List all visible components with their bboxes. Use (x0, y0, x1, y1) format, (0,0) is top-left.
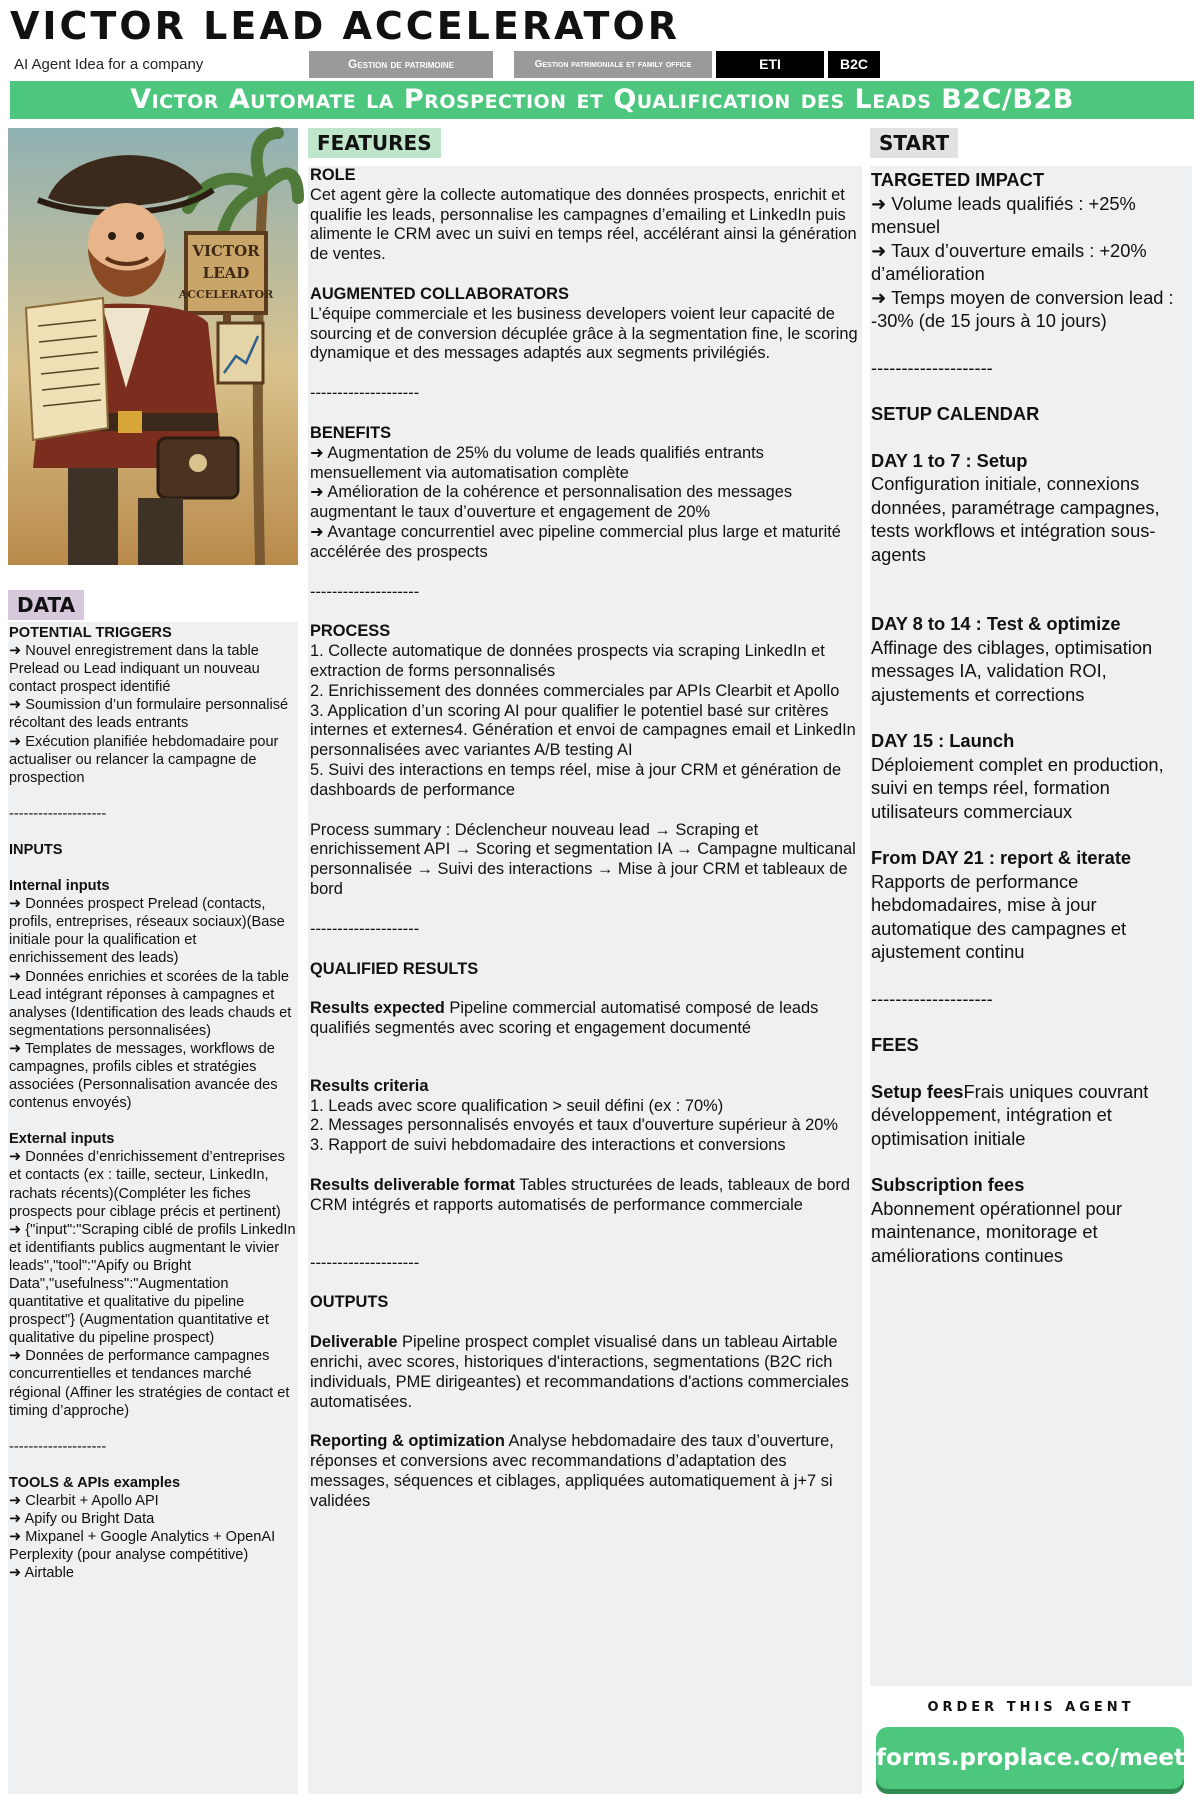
process-text: 1. Collecte automatique de données prospects via scraping LinkedIn et extraction de forms personnalisés 2. Enrichissement des données commerciales par APIs Clearbit et Apollo 3. Application d’un scoring AI pour qualifier le potentiel basé sur critères internes et externes4. Génération et envoi de campagnes email et LinkedIn personnalisées avec variantes A/B testing AI 5. Suivi des interactions en temps réel, mise à jour CRM et génération de dashboards de performance (310, 642, 856, 799)
separator: -------------------- (310, 919, 420, 938)
results-criteria-title: Results criteria (310, 1076, 429, 1095)
separator: -------------------- (310, 582, 420, 601)
data-column (8, 622, 298, 1794)
tools-title: TOOLS & APIs examples (9, 1474, 181, 1491)
results-format-text: Tables structurées de leads, tableaux de bord CRM intégrés et rapports automatisés de performance commerciale (310, 1176, 855, 1214)
start-heading: START (870, 128, 958, 158)
results-expected-text: Pipeline commercial automatisé composé de leads qualifiés segmentés avec scoring et engagement documenté (310, 999, 823, 1038)
external-inputs-title: External inputs (9, 1131, 115, 1148)
inputs-title: INPUTS (9, 841, 63, 858)
tag-gestion-patrimoine: Gestion de patrimoine (309, 51, 493, 78)
day21-title: From DAY 21 : report & iterate (871, 847, 1132, 868)
benefits-text: ➜ Augmentation de 25% du volume de leads qualifiés entrants mensuellement via automatisation complète ➜ Amélioration de la cohérence et personnalisation des messages augmentant le taux d’ouverture et engagement de 20% ➜ Avantage concurrentiel avec pipeline commercial plus large et maturité accélérée des prospects (310, 443, 841, 561)
deliverable-label: Deliverable (310, 1333, 398, 1352)
data-heading: DATA (8, 590, 84, 620)
tools-text: ➜ Clearbit + Apollo API ➜ Apify ou Bright Data ➜ Mixpanel + Google Analytics + OpenAI Perplexity (pour analyse compétitive) ➜ Airtable (9, 1492, 276, 1582)
separator: -------------------- (871, 987, 993, 1009)
day8-title: DAY 8 to 14 : Test & optimize (871, 613, 1121, 634)
benefits-title: BENEFITS (310, 423, 392, 442)
internal-inputs-text: ➜ Données prospect Prelead (contacts, profils, entreprises, réseaux sociaux)(Base initiale pour la qualification et enrichissement des leads) ➜ Données enrichies et scorées de la table Lead intégrant réponses à campagnes et analyses (Identification des leads chauds et segmentations personnalisées) ➜ Templates de messages, workflows de campagnes, profils cibles et stratégies associées (Personnalisation avancée des contenus envoyés) (9, 896, 292, 1112)
reporting-label: Reporting & optimization (310, 1432, 505, 1451)
features-heading: FEATURES (308, 128, 441, 158)
results-format (309, 1176, 862, 1216)
setup-fees (870, 1080, 1192, 1151)
sign-text-line-3: ACCELERATOR (178, 288, 274, 301)
day21-text: Rapports de performance hebdomadaires, mise à jour automatique des campagnes et ajustement continu (871, 870, 1132, 962)
page-subtitle: AI Agent Idea for a company (14, 56, 204, 73)
page-title: VICTOR LEAD ACCELERATOR (10, 4, 681, 48)
impact-text: ➜ Volume leads qualifiés : +25% mensuel ➜ Taux d’ouverture emails : +20% d’amélioration ➜ Temps moyen de conversion lead : -30% (de 15 jours à 10 jours) (871, 192, 1174, 331)
subscription-text: Abonnement opérationnel pour maintenance, monitorage et améliorations continues (871, 1197, 1128, 1266)
qualified-results-title: QUALIFIED RESULTS (310, 959, 479, 978)
setup-fees-label: Setup fees (871, 1080, 964, 1102)
outputs-title: OUTPUTS (310, 1293, 389, 1312)
separator: -------------------- (310, 1253, 420, 1272)
start-column (870, 166, 1192, 1686)
day8-text: Affinage des ciblages, optimisation messages IA, validation ROI, ajustements et corrections (871, 636, 1158, 705)
results-format-label: Results deliverable format (310, 1176, 515, 1195)
augmented-title: AUGMENTED COLLABORATORS (310, 284, 569, 303)
deliverable-text: Pipeline prospect complet visualisé dans un tableau Airtable enrichi, avec scores, historiques d'interactions, segmentations (B2C rich individuals, PME dirigeantes) et recommandations d'actions commerciales automatisées. (310, 1333, 854, 1411)
order-label: ORDER THIS AGENT (927, 1700, 1135, 1715)
day1-text: Configuration initiale, connexions données, paramétrage campagnes, tests workflows et intégration sous-agents (871, 473, 1165, 565)
separator: -------------------- (871, 356, 993, 378)
tag-b2c: B2C (828, 51, 880, 78)
separator: -------------------- (310, 384, 420, 403)
reporting (309, 1432, 862, 1511)
sign-text-line-1: VICTOR (192, 242, 260, 260)
role-title: ROLE (310, 166, 356, 184)
fees-title: FEES (871, 1034, 919, 1055)
deliverable (309, 1333, 862, 1412)
day15-title: DAY 15 : Launch (871, 730, 1015, 751)
triggers-text: ➜ Nouvel enregistrement dans la table Prelead ou Lead indiquant un nouveau contact prospect identifié ➜ Soumission d’un formulaire personnalisé récoltant des leads entrants ➜ Exécution planifiée hebdomadaire pour actualiser ou relancer la campagne de prospection (9, 643, 289, 786)
internal-inputs-title: Internal inputs (9, 878, 110, 895)
sign-text-line-2: LEAD (202, 264, 250, 282)
tag-eti: ETI (716, 51, 824, 78)
day1-title: DAY 1 to 7 : Setup (871, 449, 1028, 471)
process-title: PROCESS (310, 622, 391, 641)
triggers-title: POTENTIAL TRIGGERS (9, 625, 172, 641)
process-summary: Process summary : Déclencheur nouveau lead → Scraping et enrichissement API → Scoring et segmentation IA → Campagne multicanal personnalisée → Suivi des interactions → Mise à jour CRM et tableaux de bord (310, 820, 861, 898)
separator: -------------------- (9, 805, 107, 822)
calendar-title: SETUP CALENDAR (871, 403, 1040, 424)
day15-text: Déploiement complet en production, suivi en temps réel, formation utilisateurs commerciaux (871, 753, 1169, 822)
results-expected-label: Results expected (310, 999, 445, 1018)
setup-fees-text: Frais uniques couvrant développement, intégration et optimisation initiale (871, 1080, 1154, 1149)
results-expected (309, 999, 862, 1039)
reporting-text: Analyse hebdomadaire des taux d’ouverture, réponses et conversions avec recommandations d’adaptation des messages, séquences et ciblages, appliquées automatiquement à j+7 si validées (310, 1432, 839, 1510)
augmented-text: L’équipe commerciale et les business developers voient leur capacité de sourcing et de conversion décuplée grâce à la segmentation fine, le scoring dynamique et des messages adaptés aux segments privilégiés. (310, 304, 863, 363)
headline-banner: Victor Automate la Prospection et Qualification des Leads B2C/B2B (10, 81, 1194, 119)
impact-title: TARGETED IMPACT (871, 169, 1044, 190)
pirate-character-illustration (8, 128, 298, 565)
role-text: Cet agent gère la collecte automatique des données prospects, enrichit et qualifie les leads, personnalise les campagnes d’emailing et LinkedIn puis alimente le CRM avec un suivi en temps réel, accélérant ainsi la génération de ventes. (310, 185, 862, 264)
features-column (308, 166, 862, 1794)
order-link-button[interactable]: forms.proplace.co/meet (876, 1727, 1184, 1789)
external-inputs-text: ➜ Données d’enrichissement d’entreprises et contacts (ex : taille, secteur, LinkedIn, rachats récents)(Compléter les fiches prospects pour ciblage précis et pertinent) ➜ {"input":"Scraping ciblé de profils LinkedIn et identifiants publics augmentant le vivier leads","tool":"Apify ou Bright Data","usefulness":"Augmentation quantitative et qualitative du pipeline prospect"} (Augmentation quantitative et qualitative du pipeline prospect) ➜ Données de performance campagnes concurrentielles et tendances marché régional (Affiner les stratégies de contact et timing d’approche) (9, 1149, 296, 1419)
separator: -------------------- (9, 1438, 107, 1455)
results-criteria-text: 1. Leads avec score qualification > seuil défini (ex : 70%) 2. Messages personnalisés envoyés et taux d'ouverture supérieur à 20% 3. Rapport de suivi hebdomadaire des interactions et conversions (310, 1096, 838, 1155)
subscription-title: Subscription fees (871, 1174, 1025, 1195)
tag-family-office: Gestion patrimoniale et family office (514, 51, 712, 78)
